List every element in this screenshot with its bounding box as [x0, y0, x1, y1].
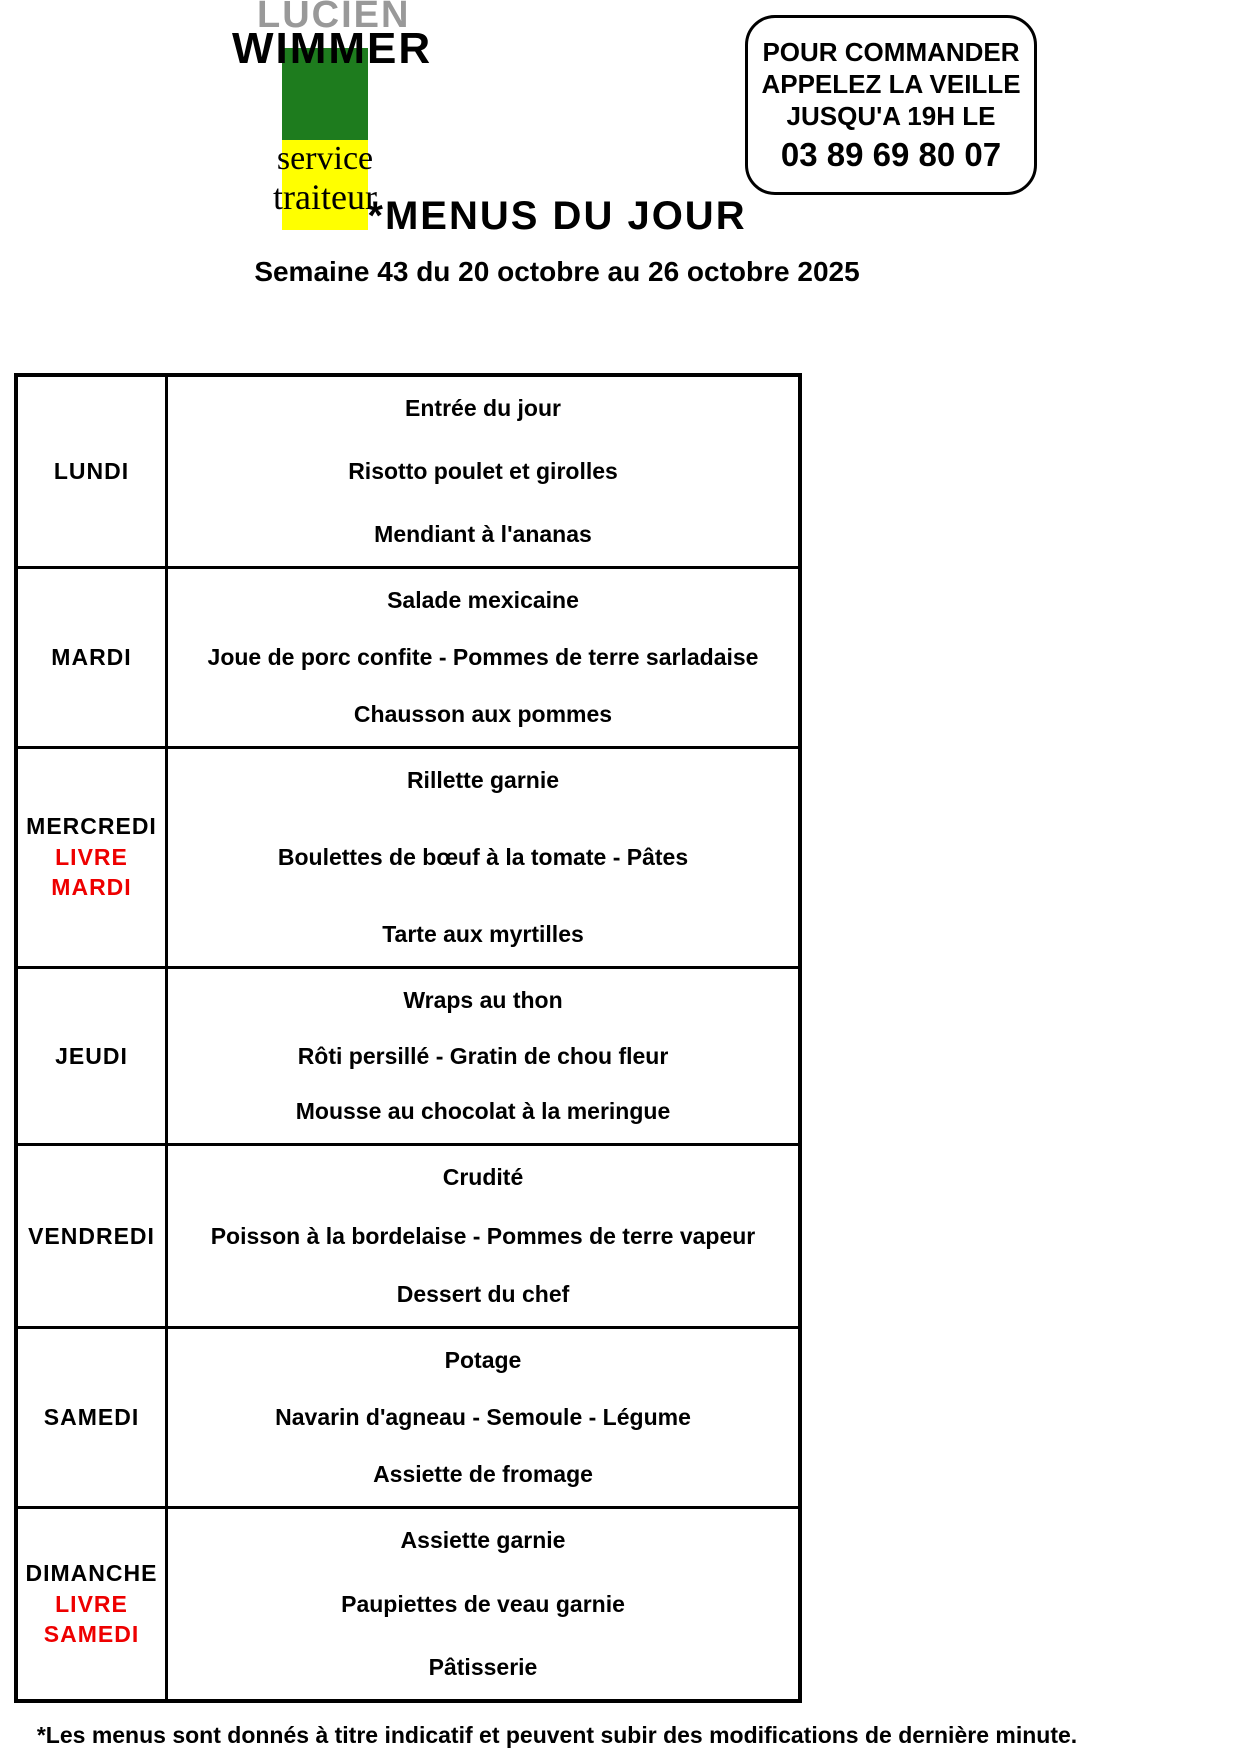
menu-items-cell — [168, 377, 798, 566]
logo-text-lucien: LUCIEN — [257, 0, 411, 36]
menu-item: Pâtisserie — [428, 1654, 538, 1680]
menu-item: Risotto poulet et girolles — [348, 458, 618, 484]
logo-text-service: service — [276, 140, 374, 177]
menu-item: Mousse au chocolat à la meringue — [295, 1098, 671, 1124]
menu-items-cell — [168, 1509, 798, 1699]
day-label: JEUDI — [55, 1042, 128, 1069]
menu-item: Chausson aux pommes — [353, 701, 613, 727]
menu-item: Poisson à la bordelaise - Pommes de terre vapeur — [210, 1222, 756, 1249]
order-info-box — [745, 15, 1037, 195]
menu-item: Assiette garnie — [400, 1527, 566, 1553]
menu-item: Crudité — [442, 1164, 524, 1190]
table-row — [18, 1329, 798, 1509]
menu-table — [14, 373, 802, 1703]
page-footer-note: *Les menus sont donnés à titre indicatif et peuvent subir des modifications de dernière minute. — [36, 1722, 1078, 1748]
logo-text-wimmer: WIMMER — [232, 24, 433, 73]
menu-item: Entrée du jour — [405, 395, 561, 421]
menu-item: Salade mexicaine — [387, 587, 579, 613]
day-label: VENDREDI — [28, 1222, 155, 1249]
order-line-3: JUSQU'A 19H LE — [786, 101, 996, 131]
day-label: MARDI — [51, 644, 132, 670]
table-row — [18, 569, 798, 749]
menu-item: Rillette garnie — [406, 767, 560, 793]
day-cell — [18, 1329, 168, 1506]
table-row — [18, 1509, 798, 1699]
day-label: MERCREDI — [26, 813, 157, 839]
menu-item: Potage — [444, 1347, 522, 1373]
menu-item: Dessert du chef — [396, 1281, 570, 1307]
order-line-1: POUR COMMANDER — [762, 37, 1020, 67]
day-cell — [18, 377, 168, 566]
table-row — [18, 1146, 798, 1329]
menu-item: Boulettes de bœuf à la tomate - Pâtes — [277, 844, 689, 870]
day-label: DIMANCHE — [25, 1559, 158, 1586]
order-phone-number: 03 89 69 80 07 — [780, 136, 1002, 173]
day-cell — [18, 1509, 168, 1699]
menu-items-cell — [168, 569, 798, 746]
menu-item: Joue de porc confite - Pommes de terre sarladaise — [207, 644, 759, 670]
day-cell — [18, 969, 168, 1143]
menu-items-cell — [168, 749, 798, 966]
page-subtitle: Semaine 43 du 20 octobre au 26 octobre 2025 — [254, 256, 860, 287]
day-label: SAMEDI — [43, 1404, 140, 1430]
menu-item: Mendiant à l'ananas — [374, 521, 592, 547]
menu-item: Assiette de fromage — [373, 1461, 593, 1487]
logo-text-traiteur: traiteur — [273, 177, 377, 217]
menu-items-cell — [168, 969, 798, 1143]
table-row — [18, 377, 798, 569]
day-cell — [18, 749, 168, 966]
menu-item: Rôti persillé - Gratin de chou fleur — [297, 1042, 669, 1069]
menu-item: Tarte aux myrtilles — [382, 921, 584, 947]
table-row — [18, 969, 798, 1146]
day-cell — [18, 569, 168, 746]
table-row — [18, 749, 798, 969]
menu-item: Navarin d'agneau - Semoule - Légume — [275, 1404, 691, 1430]
menu-item: Paupiettes de veau garnie — [341, 1590, 625, 1617]
order-line-2: APPELEZ LA VEILLE — [761, 69, 1021, 99]
day-label: LUNDI — [53, 458, 130, 484]
page-title: *MENUS DU JOUR — [367, 194, 747, 238]
day-cell — [18, 1146, 168, 1326]
menu-item: Wraps au thon — [403, 987, 563, 1013]
day-note-red: LIVRE SAMEDI — [43, 1590, 140, 1647]
menu-items-cell — [168, 1329, 798, 1506]
day-note-red: LIVRE MARDI — [51, 844, 132, 900]
menu-items-cell — [168, 1146, 798, 1326]
